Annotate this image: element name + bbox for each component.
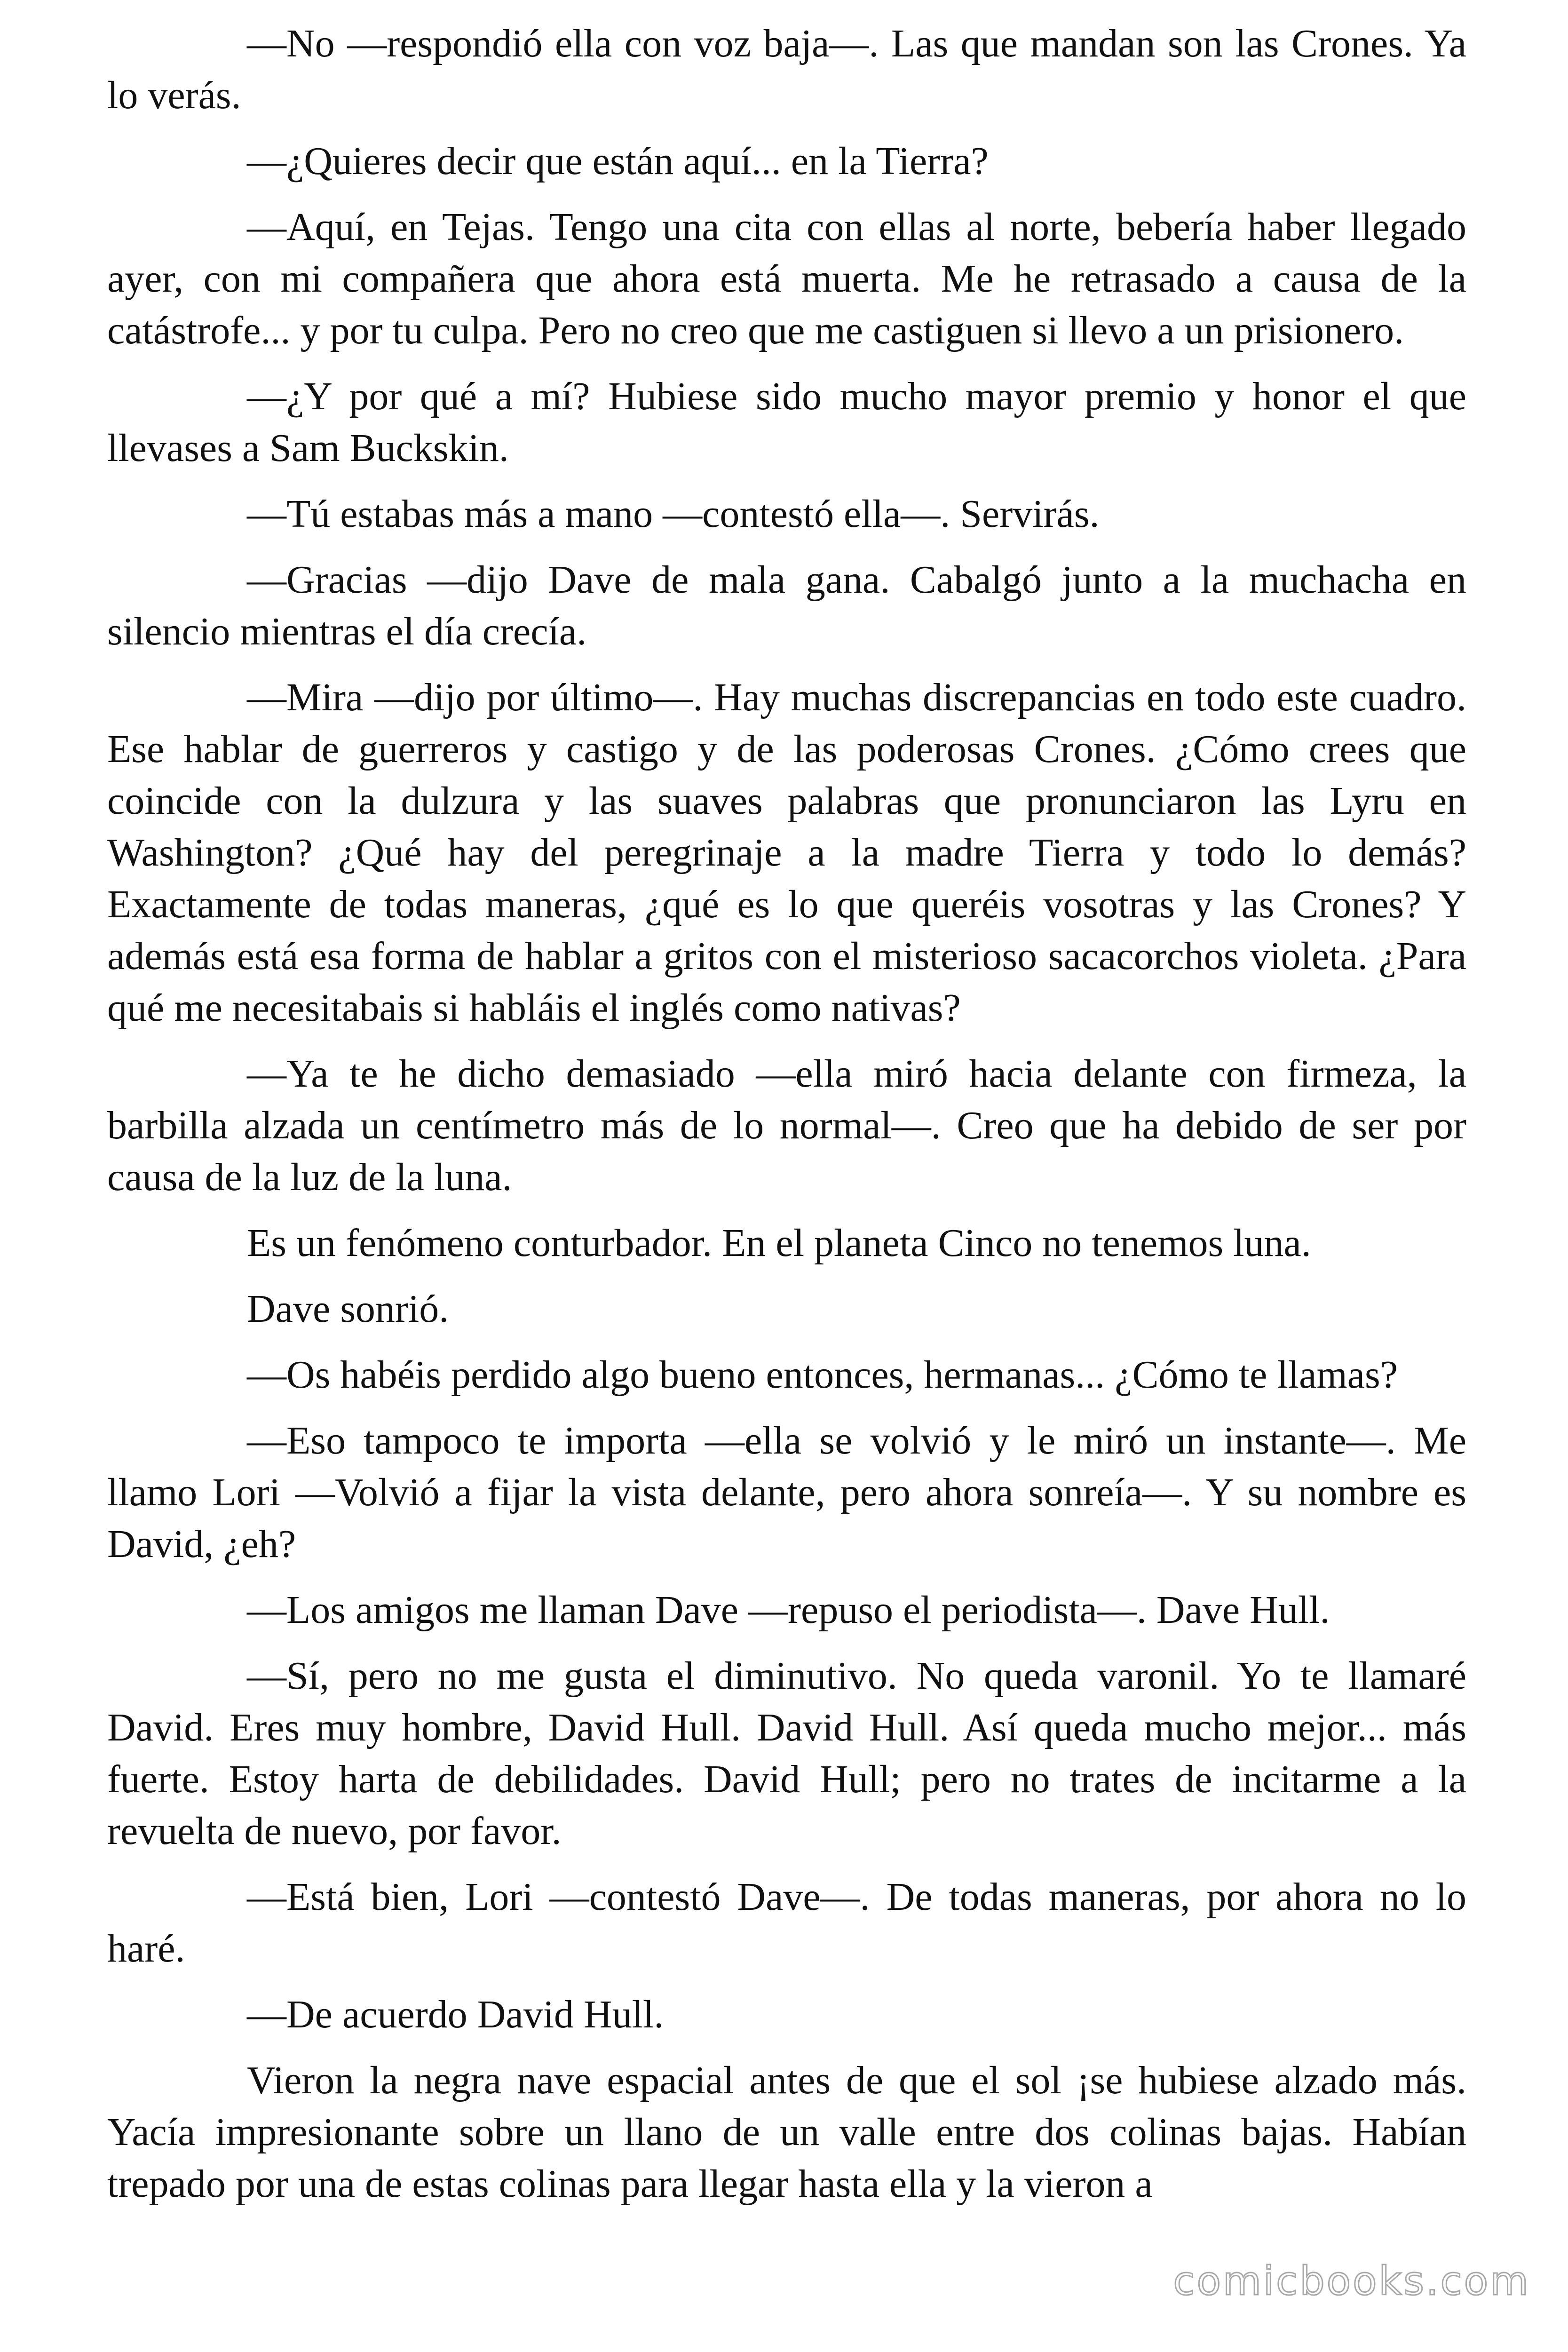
paragraph: —Os habéis perdido algo bueno entonces, hermanas... ¿Cómo te llamas? bbox=[247, 1353, 1398, 1397]
paragraph: —Sí, pero no me gusta el diminutivo. No queda varonil. Yo te llamaré David. Eres muy hombre, David Hull. David Hull. Así queda mucho mejor... más fuerte. Estoy harta de debilidades. David Hull; pero no trates de incitarme a la revuelta de nuevo, por favor. bbox=[107, 1654, 1466, 1853]
paragraph: —Está bien, Lori —contestó Dave—. De todas maneras, por ahora no lo haré. bbox=[107, 1875, 1466, 1971]
watermark: comicbooks.com bbox=[1173, 2258, 1530, 2304]
paragraph: Vieron la negra nave espacial antes de que el sol ¡se hubiese alzado más. Yacía impresionante sobre un llano de un valle entre dos colinas bajas. Habían trepado por una de estas colinas para llegar hasta ella y la vieron a bbox=[107, 2058, 1466, 2206]
paragraph: —Mira —dijo por último—. Hay muchas discrepancias en todo este cuadro. Ese hablar de guerreros y castigo y de las poderosas Crones. ¿Cómo crees que coincide con la dulzura y las suaves palabras que pronunciaron las Lyru en Washington? ¿Qué hay del peregrinaje a la madre Tierra y todo lo demás? Exactamente de todas maneras, ¿qué es lo que queréis vosotras y las Crones? Y además está esa forma de hablar a gritos con el misterioso sacacorchos violeta. ¿Para qué me necesitabais si habláis el inglés como nativas? bbox=[107, 675, 1466, 1030]
paragraph: —No —respondió ella con voz baja—. Las que mandan son las Crones. Ya lo verás. bbox=[107, 22, 1466, 117]
paragraph: —Los amigos me llaman Dave —repuso el periodista—. Dave Hull. bbox=[247, 1588, 1330, 1632]
paragraph: —¿Y por qué a mí? Hubiese sido mucho mayor premio y honor el que llevases a Sam Buckskin. bbox=[107, 374, 1466, 470]
paragraph: —Eso tampoco te importa —ella se volvió y le miró un instante—. Me llamo Lori —Volvió a fijar la vista delante, pero ahora sonreía—. Y su nombre es David, ¿eh? bbox=[107, 1419, 1466, 1566]
paragraph: —Tú estabas más a mano —contestó ella—. Servirás. bbox=[247, 492, 1100, 536]
paragraph: —Ya te he dicho demasiado —ella miró hacia delante con firmeza, la barbilla alzada un centímetro más de lo normal—. Creo que ha debido de ser por causa de la luz de la luna. bbox=[107, 1052, 1466, 1199]
paragraph: —De acuerdo David Hull. bbox=[247, 1993, 664, 2036]
paragraph: —Gracias —dijo Dave de mala gana. Cabalgó junto a la muchacha en silencio mientras el día crecía. bbox=[107, 558, 1466, 653]
paragraph: Es un fenómeno conturbador. En el planeta Cinco no tenemos luna. bbox=[247, 1221, 1311, 1265]
paragraph: Dave sonrió. bbox=[247, 1287, 449, 1331]
paragraph: —Aquí, en Tejas. Tengo una cita con ellas al norte, bebería haber llegado ayer, con mi compañera que ahora está muerta. Me he retrasado a causa de la catástrofe... y por tu culpa. Pero no creo que me castiguen si llevo a un prisionero. bbox=[107, 205, 1466, 352]
paragraph: —¿Quieres decir que están aquí... en la Tierra? bbox=[247, 139, 989, 183]
book-page bbox=[107, 18, 1466, 2224]
